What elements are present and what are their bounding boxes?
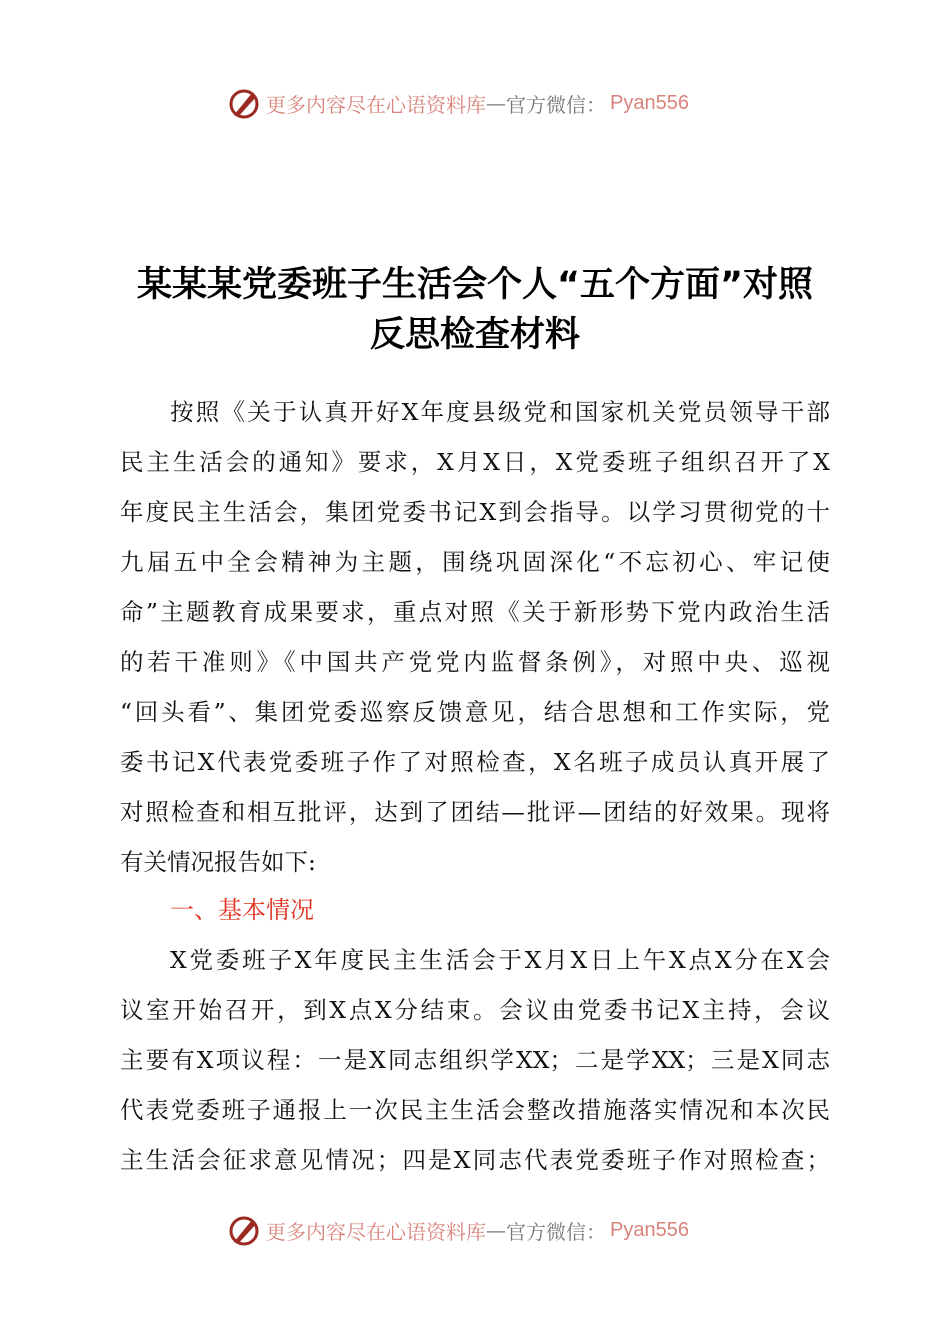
doc-title-line-1: 某某某党委班子生活会个人“五个方面”对照	[136, 265, 813, 305]
para1-line: 年度民主生活会，集团党委书记X到会指导。以学习贯彻党的十	[120, 498, 830, 526]
para2-line: 议室开始召开，到X点X分结束。会议由党委书记X主持，会议	[120, 996, 830, 1024]
para1-line: 的若干准则》《中国共产党党内监督条例》，对照中央、巡视	[120, 648, 830, 676]
watermark-id: Pyan556	[610, 1218, 689, 1241]
para2-line: 代表党委班子通报上一次民主生活会整改措施落实情况和本次民	[120, 1096, 830, 1124]
para1-line: 九届五中全会精神为主题，围绕巩固深化“不忘初心、牢记使	[120, 548, 830, 576]
para1-line: “回头看”、集团党委巡察反馈意见，结合思想和工作实际，党	[120, 698, 830, 726]
watermark-wechat: 官方微信：	[506, 1219, 606, 1244]
watermark-footer	[226, 1210, 689, 1250]
para2-line: 主要有X项议程：一是X同志组织学XX；二是学XX；三是X同志	[120, 1046, 830, 1074]
para1-line: 对照检查和相互批评，达到了团结—批评—团结的好效果。现将	[120, 798, 830, 826]
para1-line: 民主生活会的通知》要求，X月X日，X党委班子组织召开了X	[120, 448, 830, 476]
para2-line: 主生活会征求意见情况；四是X同志代表党委班子作对照检查；	[120, 1146, 830, 1174]
watermark-site: 更多内容尽在心语资料库	[266, 92, 486, 117]
para1-line: 按照《关于认真开好X年度县级党和国家机关党员领导干部	[170, 398, 830, 426]
pen-logo-icon	[226, 1212, 262, 1248]
watermark-site: 更多内容尽在心语资料库	[266, 1219, 486, 1244]
para1-line: 命”主题教育成果要求，重点对照《关于新形势下党内政治生活	[120, 598, 830, 626]
watermark-id: Pyan556	[610, 91, 689, 114]
watermark-dash: —	[486, 91, 506, 115]
section-heading: 一、基本情况	[170, 896, 314, 924]
watermark-header	[226, 83, 689, 123]
para2-line: X党委班子X年度民主生活会于X月X日上午X点X分在X会	[170, 946, 830, 974]
watermark-wechat: 官方微信：	[506, 92, 606, 117]
pen-logo-icon	[226, 85, 262, 121]
para1-line: 委书记X代表党委班子作了对照检查，X名班子成员认真开展了	[120, 748, 830, 776]
para1-line: 有关情况报告如下:	[120, 848, 316, 876]
watermark-dash: —	[486, 1218, 506, 1242]
doc-title-line-2: 反思检查材料	[369, 315, 580, 355]
